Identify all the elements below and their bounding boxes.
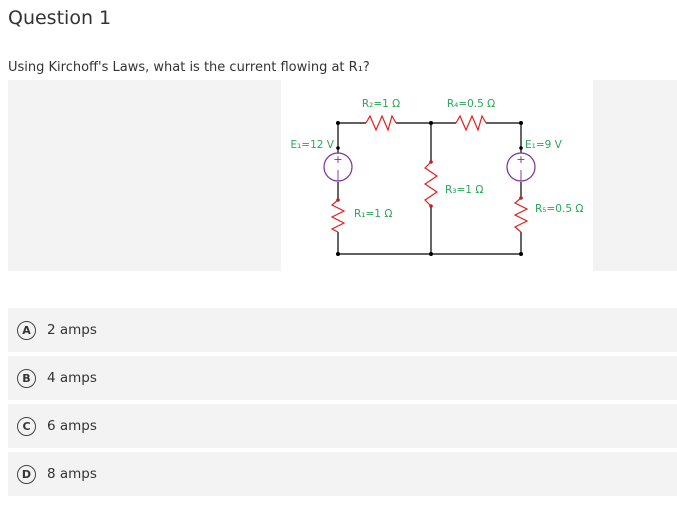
label-e-left: E₁=12 V — [290, 139, 334, 151]
svg-text:+: + — [516, 153, 526, 166]
option-text: 6 amps — [47, 418, 97, 434]
option-text: 2 amps — [47, 322, 97, 338]
label-r5: R₅=0.5 Ω — [535, 203, 584, 215]
resistor-r4 — [456, 116, 486, 130]
option-letter-badge: A — [17, 321, 36, 340]
svg-text:|: | — [519, 168, 523, 181]
option-text: 8 amps — [47, 466, 97, 482]
resistor-r1 — [332, 200, 344, 232]
label-r1: R₁=1 Ω — [354, 208, 393, 220]
option-letter-badge: C — [17, 417, 36, 436]
question-title: Question 1 — [8, 7, 112, 29]
figure-panel-left — [8, 80, 281, 271]
question-prompt: Using Kirchoff's Laws, what is the current flowing at R₁? — [8, 60, 370, 75]
circuit-nodes — [336, 121, 526, 256]
resistor-r3 — [425, 162, 437, 206]
svg-text:|: | — [336, 168, 340, 181]
option-d[interactable] — [8, 452, 677, 496]
answer-options — [8, 308, 677, 500]
option-letter-badge: D — [17, 465, 36, 484]
label-e-right: E₁=9 V — [525, 139, 562, 151]
circuit-diagram — [281, 80, 593, 271]
option-c[interactable] — [8, 404, 677, 448]
label-r4: R₄=0.5 Ω — [446, 98, 496, 110]
label-r3: R₃=1 Ω — [445, 184, 484, 196]
voltage-source-right — [507, 153, 535, 181]
option-letter-badge: B — [17, 369, 36, 388]
circuit-wires — [338, 123, 521, 254]
option-a[interactable] — [8, 308, 677, 352]
voltage-source-left — [324, 153, 352, 181]
resistor-r5 — [515, 198, 527, 232]
svg-text:+: + — [333, 153, 343, 166]
option-text: 4 amps — [47, 370, 97, 386]
option-b[interactable] — [8, 356, 677, 400]
figure-panel-right — [593, 80, 677, 271]
label-r2: R₂=1 Ω — [361, 98, 401, 110]
resistor-r2 — [366, 116, 396, 130]
